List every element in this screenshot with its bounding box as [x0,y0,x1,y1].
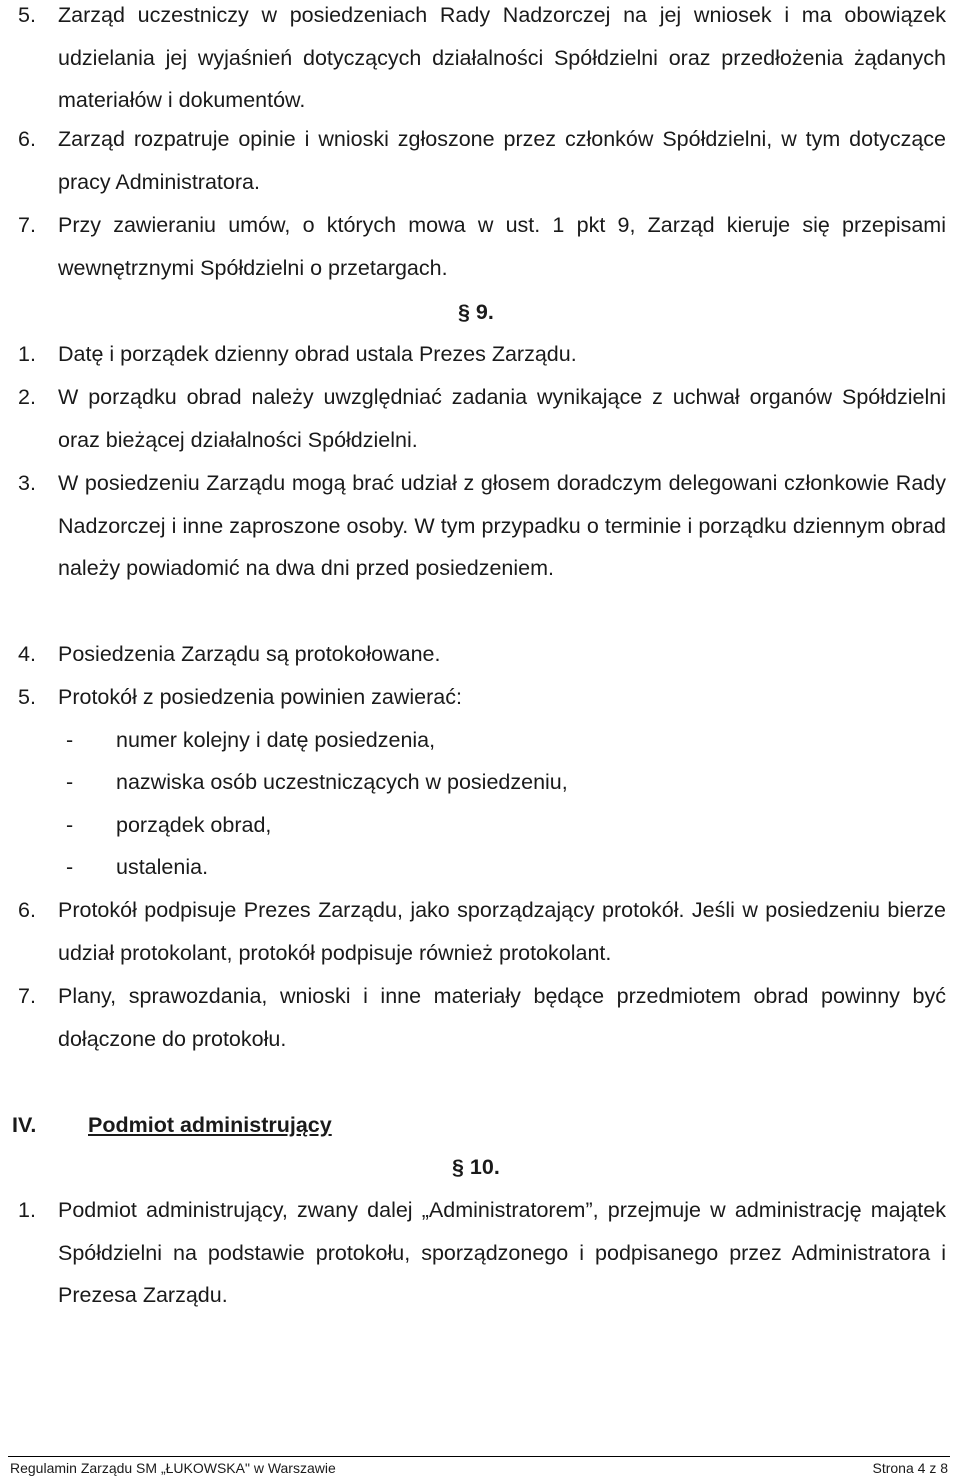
item-number: 6. [18,127,36,151]
footer-divider [8,1456,950,1457]
item-number: 6. [18,898,36,922]
list-item [18,0,946,122]
item-text: Plany, sprawozdania, wnioski i inne materiały będące przedmiotem obrad powinny być dołączone do protokołu. [58,984,946,1051]
item-text: Podmiot administrujący, zwany dalej „Administratorem”, przejmuje w administrację majątek Spółdzielni na podstawie protokołu, sporządzonego i podpisanego przez Administratora i Prezesa Zarządu. [58,1198,946,1307]
list-item [18,118,946,203]
item-text: Zarząd uczestniczy w posiedzeniach Rady Nadzorczej na jej wniosek i ma obowiązek udzielania jej wyjaśnień dotyczących działalności Spółdzielni oraz przedłożenia żądanych materiałów i dokumentów. [58,3,946,112]
item-number: 5. [18,685,36,709]
item-text: W porządku obrad należy uwzględniać zadania wynikające z uchwał organów Spółdzielni oraz bieżącej działalności Spółdzielni. [58,385,946,452]
list-item [18,333,946,376]
bullet-item [66,719,435,762]
bullet-item [66,846,208,889]
item-text: Datę i porządek dzienny obrad ustala Prezes Zarządu. [58,342,577,366]
item-number: 4. [18,642,36,666]
bullet-dash: - [66,728,74,752]
list-item [18,376,946,461]
list-item [18,676,946,719]
list-item [18,889,946,974]
bullet-item [66,804,271,847]
item-number: 1. [18,342,36,366]
item-number: 5. [18,3,36,27]
bullet-text: nazwiska osób uczestniczących w posiedzeniu, [116,770,568,794]
list-item [18,1189,946,1317]
item-number: 1. [18,1198,36,1222]
list-item [18,204,946,289]
chapter-number: IV. [12,1113,37,1137]
bullet-text: ustalenia. [116,855,209,879]
bullet-text: porządek obrad, [116,813,272,837]
list-item [18,633,946,676]
item-text: Protokół podpisuje Prezes Zarządu, jako sporządzający protokół. Jeśli w posiedzeniu bierze udział protokolant, protokół podpisuje również protokolant. [58,898,946,965]
bullet-dash: - [66,770,74,794]
list-item [18,975,946,1060]
item-text: Przy zawieraniu umów, o których mowa w ust. 1 pkt 9, Zarząd kieruje się przepisami wewnętrznymi Spółdzielni o przetargach. [58,213,946,280]
item-text: Posiedzenia Zarządu są protokołowane. [58,642,441,666]
bullet-item [66,761,568,804]
item-number: 7. [18,984,36,1008]
item-number: 3. [18,471,36,495]
bullet-dash: - [66,855,74,879]
item-text: Zarząd rozpatruje opinie i wnioski zgłoszone przez członków Spółdzielni, w tym dotyczące pracy Administratora. [58,127,946,194]
section-heading: § 10. [452,1155,500,1179]
item-number: 2. [18,385,36,409]
item-text: W posiedzeniu Zarządu mogą brać udział z głosem doradczym delegowani członkowie Rady Nadzorczej i inne zaproszone osoby. W tym przypadku o terminie i porządku dziennym obrad należy powiadomić na dwa dni przed posiedzeniem. [58,471,946,580]
footer-title: Regulamin Zarządu SM „ŁUKOWSKA" w Warszawie [10,1460,336,1476]
item-text: Protokół z posiedzenia powinien zawierać: [58,685,462,709]
item-number: 7. [18,213,36,237]
bullet-dash: - [66,813,74,837]
section-heading: § 9. [458,300,494,324]
page-number: Strona 4 z 8 [872,1460,948,1476]
bullet-text: numer kolejny i datę posiedzenia, [116,728,436,752]
list-item [18,462,946,590]
chapter-title: Podmiot administrujący [88,1113,332,1137]
